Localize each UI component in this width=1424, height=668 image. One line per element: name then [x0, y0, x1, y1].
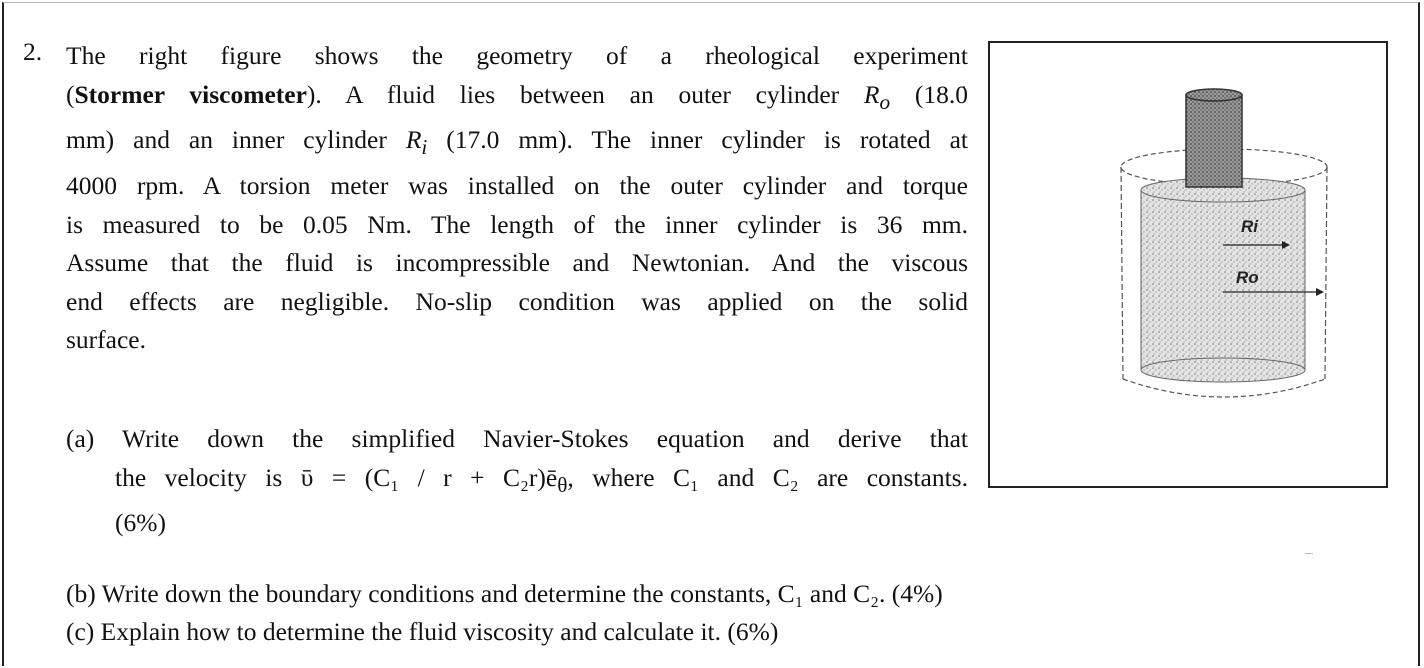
- statement-line: The right figure shows the geometry of a rheological experiment: [66, 41, 968, 70]
- part-a-line-2: [66, 459, 968, 505]
- part-a-suffix: , where C₁ and C₂ are constants.: [567, 462, 968, 492]
- statement-line: surface.: [66, 325, 146, 355]
- inner-cylinder: [1141, 178, 1305, 382]
- part-b: (b) Write down the boundary conditions and determine the constants, C₁ and C₂. (4%): [66, 579, 943, 608]
- viscometer-figure: [988, 41, 1388, 488]
- statement-line: 4000 rpm. A torsion meter was installed on the outer cylinder and torque: [66, 170, 968, 200]
- part-a-line-3: (6%): [115, 508, 166, 538]
- part-a-prefix: the velocity is: [115, 462, 301, 492]
- drive-shaft: [1186, 89, 1242, 187]
- velocity-equation: [300, 462, 568, 497]
- math-symbol: R: [405, 125, 422, 155]
- part-c: (c) Explain how to determine the fluid viscosity and calculate it. (6%): [66, 617, 779, 646]
- problem-number: 2.: [23, 37, 43, 66]
- label-inner-radius: Ri: [1241, 217, 1258, 236]
- part-a: [66, 420, 968, 543]
- statement-line: mm) and an inner cylinder $R_i$ (17.0 mm). The inner cylinder is rotated at: [66, 125, 968, 160]
- statement-line: (Stormer viscometer). A fluid lies between an outer cylinder $R_o$ (18.0: [66, 79, 968, 114]
- statement-line: Assume that the fluid is incompressible and Newtonian. And the viscous: [66, 248, 968, 278]
- label-outer-radius: Ro: [1236, 268, 1259, 287]
- velocity-equation-subscript: θ: [557, 472, 568, 497]
- stray-dash: [1305, 553, 1313, 554]
- math-symbol: R: [863, 79, 880, 109]
- statement-line: end effects are negligible. No-slip condition was applied on the solid: [66, 286, 968, 316]
- viscometer-diagram: [990, 43, 1386, 486]
- statement-line: is measured to be 0.05 Nm. The length of the inner cylinder is 36 mm.: [66, 209, 968, 239]
- math-subscript: i: [421, 135, 428, 160]
- bold-term: Stormer viscometer: [74, 79, 307, 109]
- math-subscript: o: [879, 89, 891, 114]
- velocity-equation-text: ῡ = (C₁ / r + C₂r)ē: [300, 462, 558, 492]
- problem-statement: [66, 37, 968, 360]
- part-a-line-1: (a) Write down the simplified Navier-Stokes equation and derive that: [66, 424, 968, 453]
